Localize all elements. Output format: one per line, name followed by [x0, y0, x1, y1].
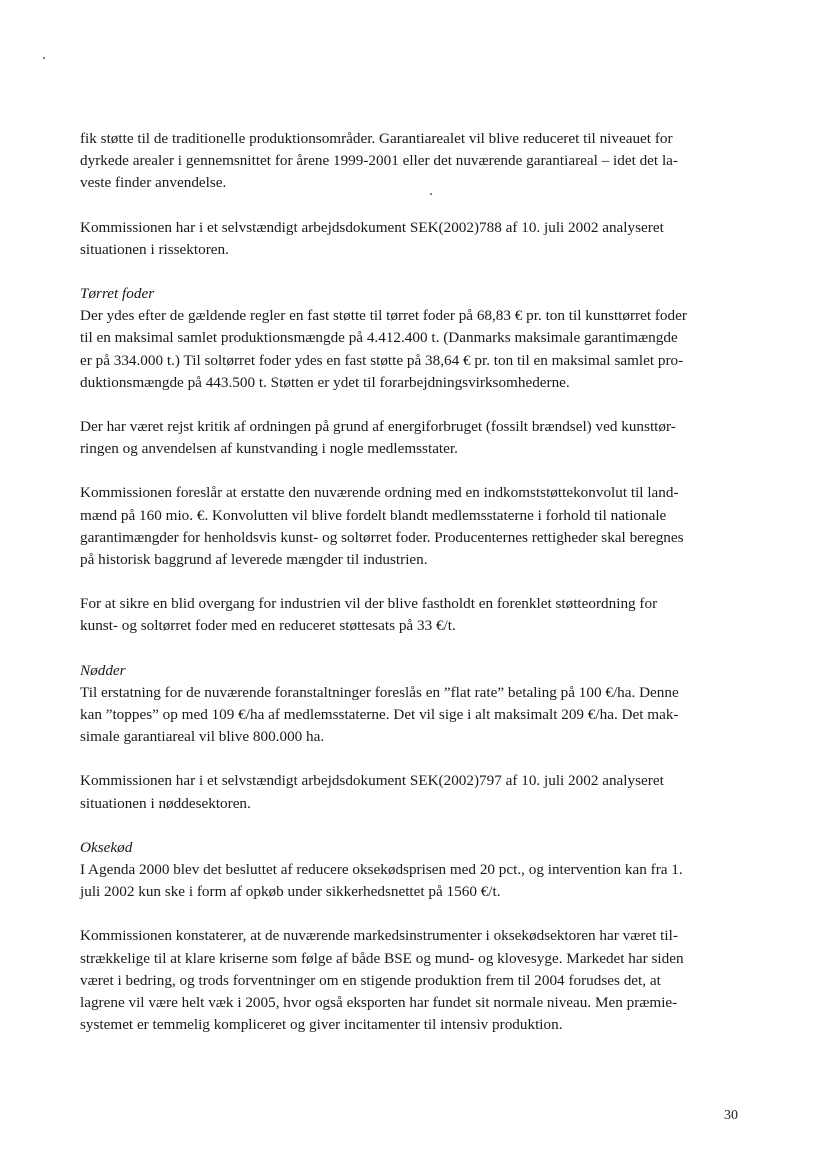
text-line: lagrene vil være helt væk i 2005, hvor også eksporten har fundet sit normale niveau. Men præmie- — [80, 994, 678, 1012]
text-line: mænd på 160 mio. €. Konvolutten vil blive fordelt blandt medlemsstaterne i forhold til nationale — [80, 506, 667, 524]
text-line: simale garantiareal vil blive 800.000 ha. — [80, 728, 325, 746]
page-number: 30 — [724, 1108, 738, 1123]
text-line: For at sikre en blid overgang for industrien vil der blive fastholdt en forenklet støtteordning for — [80, 595, 658, 613]
section-torret-foder — [80, 283, 750, 394]
text-line: på historisk baggrund af leverede mængder til industrien. — [80, 551, 428, 569]
text-line: Der ydes efter de gældende regler en fast støtte til tørret foder på 68,83 € pr. ton til kunsttørret foder — [80, 307, 687, 325]
text-line: I Agenda 2000 blev det besluttet af reducere oksekødsprisen med 20 pct., og intervention kan fra 1. — [80, 861, 683, 879]
text-line: dyrkede arealer i gennemsnittet for årene 1999-2001 eller det nuværende garantiareal – idet det la- — [80, 152, 678, 170]
text-line: Kommissionen har i et selvstændigt arbejdsdokument SEK(2002)788 af 10. juli 2002 analyseret — [80, 218, 664, 236]
text-line: Der har været rejst kritik af ordningen på grund af energiforbruget (fossilt brændsel) ved kunsttør- — [80, 418, 676, 436]
paragraph — [80, 217, 750, 261]
section-nodder — [80, 660, 750, 749]
section-oksekod — [80, 837, 750, 904]
text-line: til en maksimal samlet produktionsmængde på 4.412.400 t. (Danmarks maksimale garantimængde — [80, 329, 678, 347]
section-heading: Oksekød — [80, 838, 133, 856]
paragraph — [80, 128, 750, 195]
paragraph — [80, 925, 750, 1036]
text-line: været i bedring, og trods forventninger om en stigende produktion frem til 2004 forudses det, at — [80, 971, 661, 989]
paragraph — [80, 593, 750, 637]
text-line: garantimængder for henholdsvis kunst- og soltørret foder. Producenternes rettigheder skal beregnes — [80, 528, 684, 546]
text-line: kan ”toppes” op med 109 €/ha af medlemsstaterne. Det vil sige i alt maksimalt 209 €/ha. Det mak- — [80, 706, 679, 724]
text-line: veste finder anvendelse. — [80, 174, 227, 192]
scan-speck — [43, 57, 45, 59]
section-heading: Nødder — [80, 661, 126, 679]
paragraph — [80, 770, 750, 814]
text-line: kunst- og soltørret foder med en reduceret støttesats på 33 €/t. — [80, 617, 456, 635]
text-line: er på 334.000 t.) Til soltørret foder ydes en fast støtte på 38,64 € pr. ton til en maksimal samlet pro- — [80, 351, 684, 369]
text-line: strækkelige til at klare kriserne som følge af både BSE og mund- og klovesyge. Markedet har siden — [80, 949, 684, 967]
text-line: Kommissionen foreslår at erstatte den nuværende ordning med en indkomststøttekonvolut til land- — [80, 484, 679, 502]
paragraph — [80, 416, 750, 460]
text-line: Kommissionen har i et selvstændigt arbejdsdokument SEK(2002)797 af 10. juli 2002 analyseret — [80, 772, 664, 790]
text-line: juli 2002 kun ske i form af opkøb under sikkerhedsnettet på 1560 €/t. — [80, 883, 501, 901]
text-line: fik støtte til de traditionelle produktionsområder. Garantiarealet vil blive reduceret til niveauet for — [80, 130, 673, 147]
paragraph — [80, 482, 750, 571]
text-line: Til erstatning for de nuværende foranstaltninger foreslås en ”flat rate” betaling på 100 €/ha. Denne — [80, 683, 679, 701]
text-line: Kommissionen konstaterer, at de nuværende markedsinstrumenter i oksekødsektoren har været til- — [80, 927, 678, 945]
text-line: systemet er temmelig kompliceret og giver incitamenter til intensiv produktion. — [80, 1016, 563, 1034]
document-body — [80, 128, 750, 1059]
section-heading: Tørret foder — [80, 285, 155, 303]
text-line: ringen og anvendelsen af kunstvanding i nogle medlemsstater. — [80, 440, 458, 458]
text-line: situationen i nøddesektoren. — [80, 794, 251, 812]
text-line: situationen i rissektoren. — [80, 240, 229, 258]
text-line: duktionsmængde på 443.500 t. Støtten er ydet til forarbejdningsvirksomhederne. — [80, 373, 570, 391]
